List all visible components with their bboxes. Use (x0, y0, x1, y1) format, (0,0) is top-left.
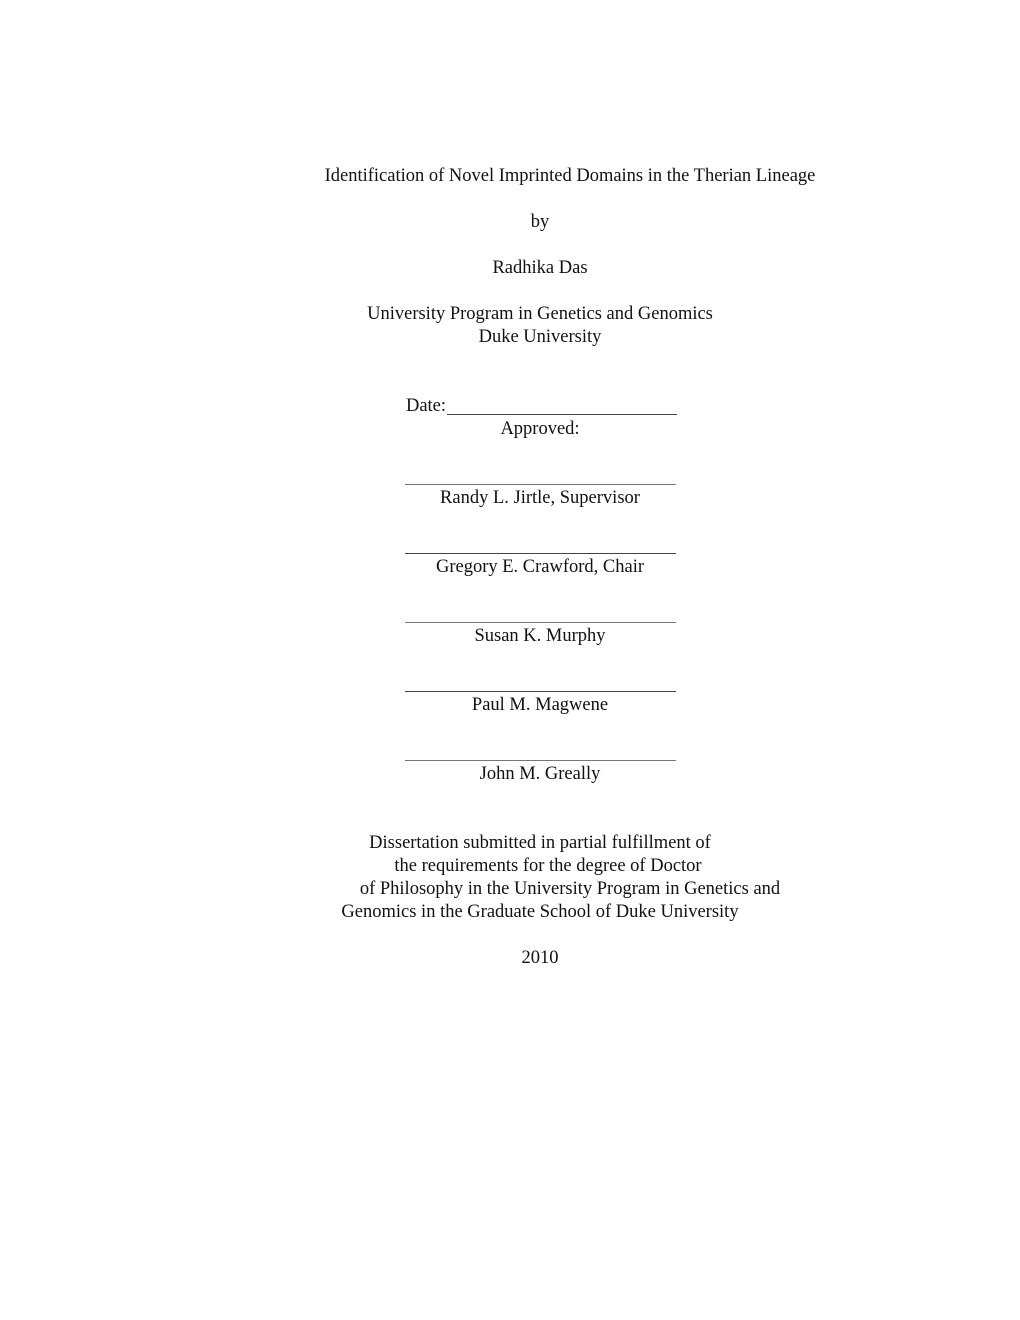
university-name: Duke University (478, 327, 602, 347)
signature-line (405, 484, 676, 485)
dissertation-title: Identification of Novel Imprinted Domains in the Therian Lineage (324, 166, 816, 186)
signature-line (405, 622, 676, 623)
by-label: by (530, 212, 550, 232)
author-name: Radhika Das (492, 258, 588, 278)
signature-line (405, 691, 676, 692)
statement-line: of Philosophy in the University Program in Genetics and (359, 879, 781, 899)
statement-line: the requirements for the degree of Doctor (394, 856, 702, 876)
statement-line: Dissertation submitted in partial fulfillment of (369, 833, 711, 853)
committee-member: Susan K. Murphy (474, 626, 606, 646)
committee-member: Randy L. Jirtle, Supervisor (440, 488, 640, 508)
year: 2010 (521, 948, 559, 968)
approved-label: Approved: (500, 419, 580, 439)
signature-line (405, 760, 676, 761)
date-signature-line (447, 414, 677, 415)
committee-member: John M. Greally (479, 764, 601, 784)
date-label: Date: (405, 396, 447, 416)
statement-line: Genomics in the Graduate School of Duke University (341, 902, 739, 922)
program-name: University Program in Genetics and Genomics (367, 304, 713, 324)
committee-member: Gregory E. Crawford, Chair (435, 557, 645, 577)
signature-line (405, 553, 676, 554)
committee-member: Paul M. Magwene (471, 695, 609, 715)
